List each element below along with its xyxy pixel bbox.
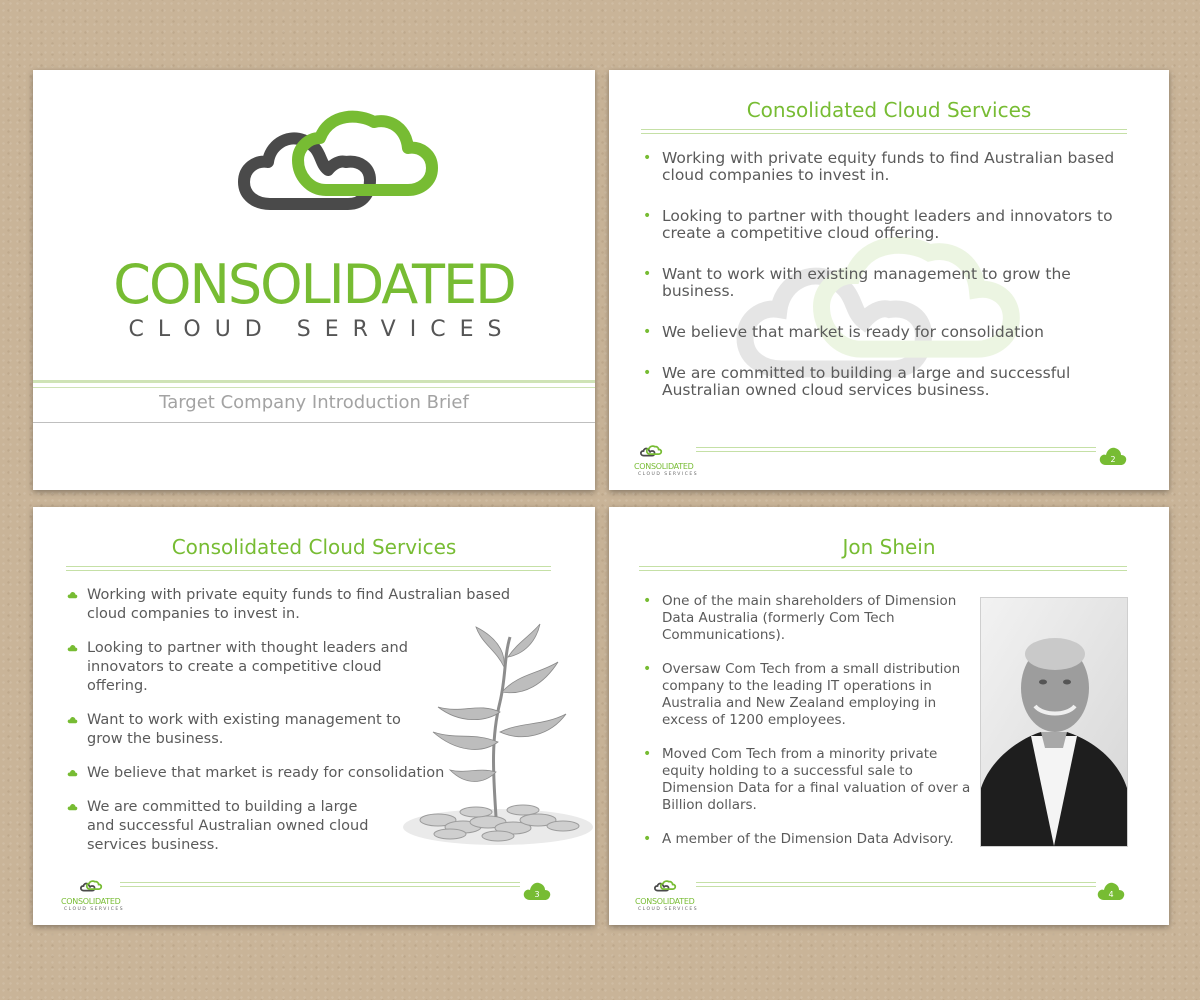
title-rule: [66, 566, 551, 567]
footer-rule: [120, 882, 520, 883]
list-item-text: Working with private equity funds to find Australian based cloud companies to invest in.: [87, 587, 511, 622]
footer-rule: [696, 886, 1096, 887]
list-item: • Moved Com Tech from a minority private equity holding to a successful sale to Dimension Data for a final valuation of over a Billion dollars.: [662, 746, 982, 814]
footer-cloud-logo-icon: [651, 880, 677, 896]
title-rule: [639, 566, 1127, 567]
list-item: [87, 711, 407, 749]
title-rule: [66, 570, 551, 571]
bullet-list: [662, 150, 1142, 423]
divider: [33, 387, 595, 388]
slide-title: Consolidated Cloud Services: [746, 98, 1032, 122]
list-item: [87, 764, 537, 783]
footer-brand: CONSOLIDATED: [635, 897, 695, 906]
list-item: [87, 639, 427, 696]
footer-rule: [120, 886, 520, 887]
footer-cloud-logo-icon: [637, 445, 663, 461]
brand-name: CONSOLIDATED: [113, 253, 515, 316]
list-item: [87, 798, 387, 855]
list-item: • A member of the Dimension Data Advisory.: [662, 831, 982, 848]
list-item: • One of the main shareholders of Dimension Data Australia (formerly Com Tech Communications).: [662, 593, 982, 644]
title-rule: [641, 129, 1127, 130]
slide-2-overview[interactable]: [609, 70, 1169, 490]
list-item-text: We believe that market is ready for consolidation: [87, 765, 445, 781]
footer-tagline: CLOUD SERVICES: [64, 907, 125, 912]
page-number: 4: [1108, 890, 1114, 899]
page-number: 2: [1110, 455, 1116, 464]
divider: [33, 422, 595, 423]
portrait-illustration: [981, 598, 1127, 846]
list-item: • Looking to partner with thought leaders and innovators to create a competitive cloud offering.: [662, 208, 1142, 242]
bullet-list: [662, 593, 982, 865]
cloud-bullet-icon: [67, 591, 78, 599]
cloud-bullet-icon: [67, 803, 78, 811]
list-item-text: We are committed to building a large and successful Australian owned cloud services business.: [87, 799, 369, 853]
list-item: • Oversaw Com Tech from a small distribution company to the leading IT operations in Australia and New Zealand employing in excess of 1200 employees.: [662, 661, 982, 729]
footer-brand: CONSOLIDATED: [634, 462, 694, 471]
cloud-bullet-icon: [67, 716, 78, 724]
footer-tagline: CLOUD SERVICES: [638, 472, 699, 477]
title-rule: [639, 570, 1127, 571]
portrait-photo: [980, 597, 1128, 847]
slide-title: Consolidated Cloud Services: [171, 535, 457, 559]
footer-brand: CONSOLIDATED: [61, 897, 121, 906]
cloud-bullet-icon: [67, 769, 78, 777]
bullet-list: [87, 586, 537, 870]
list-item: • We are committed to building a large and successful Australian owned cloud services business.: [662, 365, 1142, 399]
list-item: • Working with private equity funds to find Australian based cloud companies to invest in.: [662, 150, 1142, 184]
footer-rule: [696, 447, 1096, 448]
brand-tagline: CLOUD SERVICES: [128, 317, 516, 342]
list-item-text: Want to work with existing management to grow the business.: [87, 712, 401, 747]
list-item: • Want to work with existing management to grow the business.: [662, 266, 1142, 300]
list-item: [87, 586, 537, 624]
slide-3-overview[interactable]: [33, 507, 595, 925]
footer-rule: [696, 451, 1096, 452]
footer-tagline: CLOUD SERVICES: [638, 907, 699, 912]
cloud-bullet-icon: [67, 644, 78, 652]
cloud-logo-icon: [208, 110, 448, 250]
divider: [33, 380, 595, 383]
title-rule: [641, 133, 1127, 134]
list-item: • We believe that market is ready for consolidation: [662, 324, 1142, 341]
list-item-text: Looking to partner with thought leaders and innovators to create a competitive cloud offering.: [87, 640, 408, 694]
slide-4-profile[interactable]: [609, 507, 1169, 925]
slide-title: Jon Shein: [842, 535, 936, 559]
footer-cloud-logo-icon: [77, 880, 103, 896]
page-number: 3: [534, 890, 540, 899]
slide-subtitle: Target Company Introduction Brief: [159, 392, 469, 413]
slide-1-title[interactable]: [33, 70, 595, 490]
footer-rule: [696, 882, 1096, 883]
